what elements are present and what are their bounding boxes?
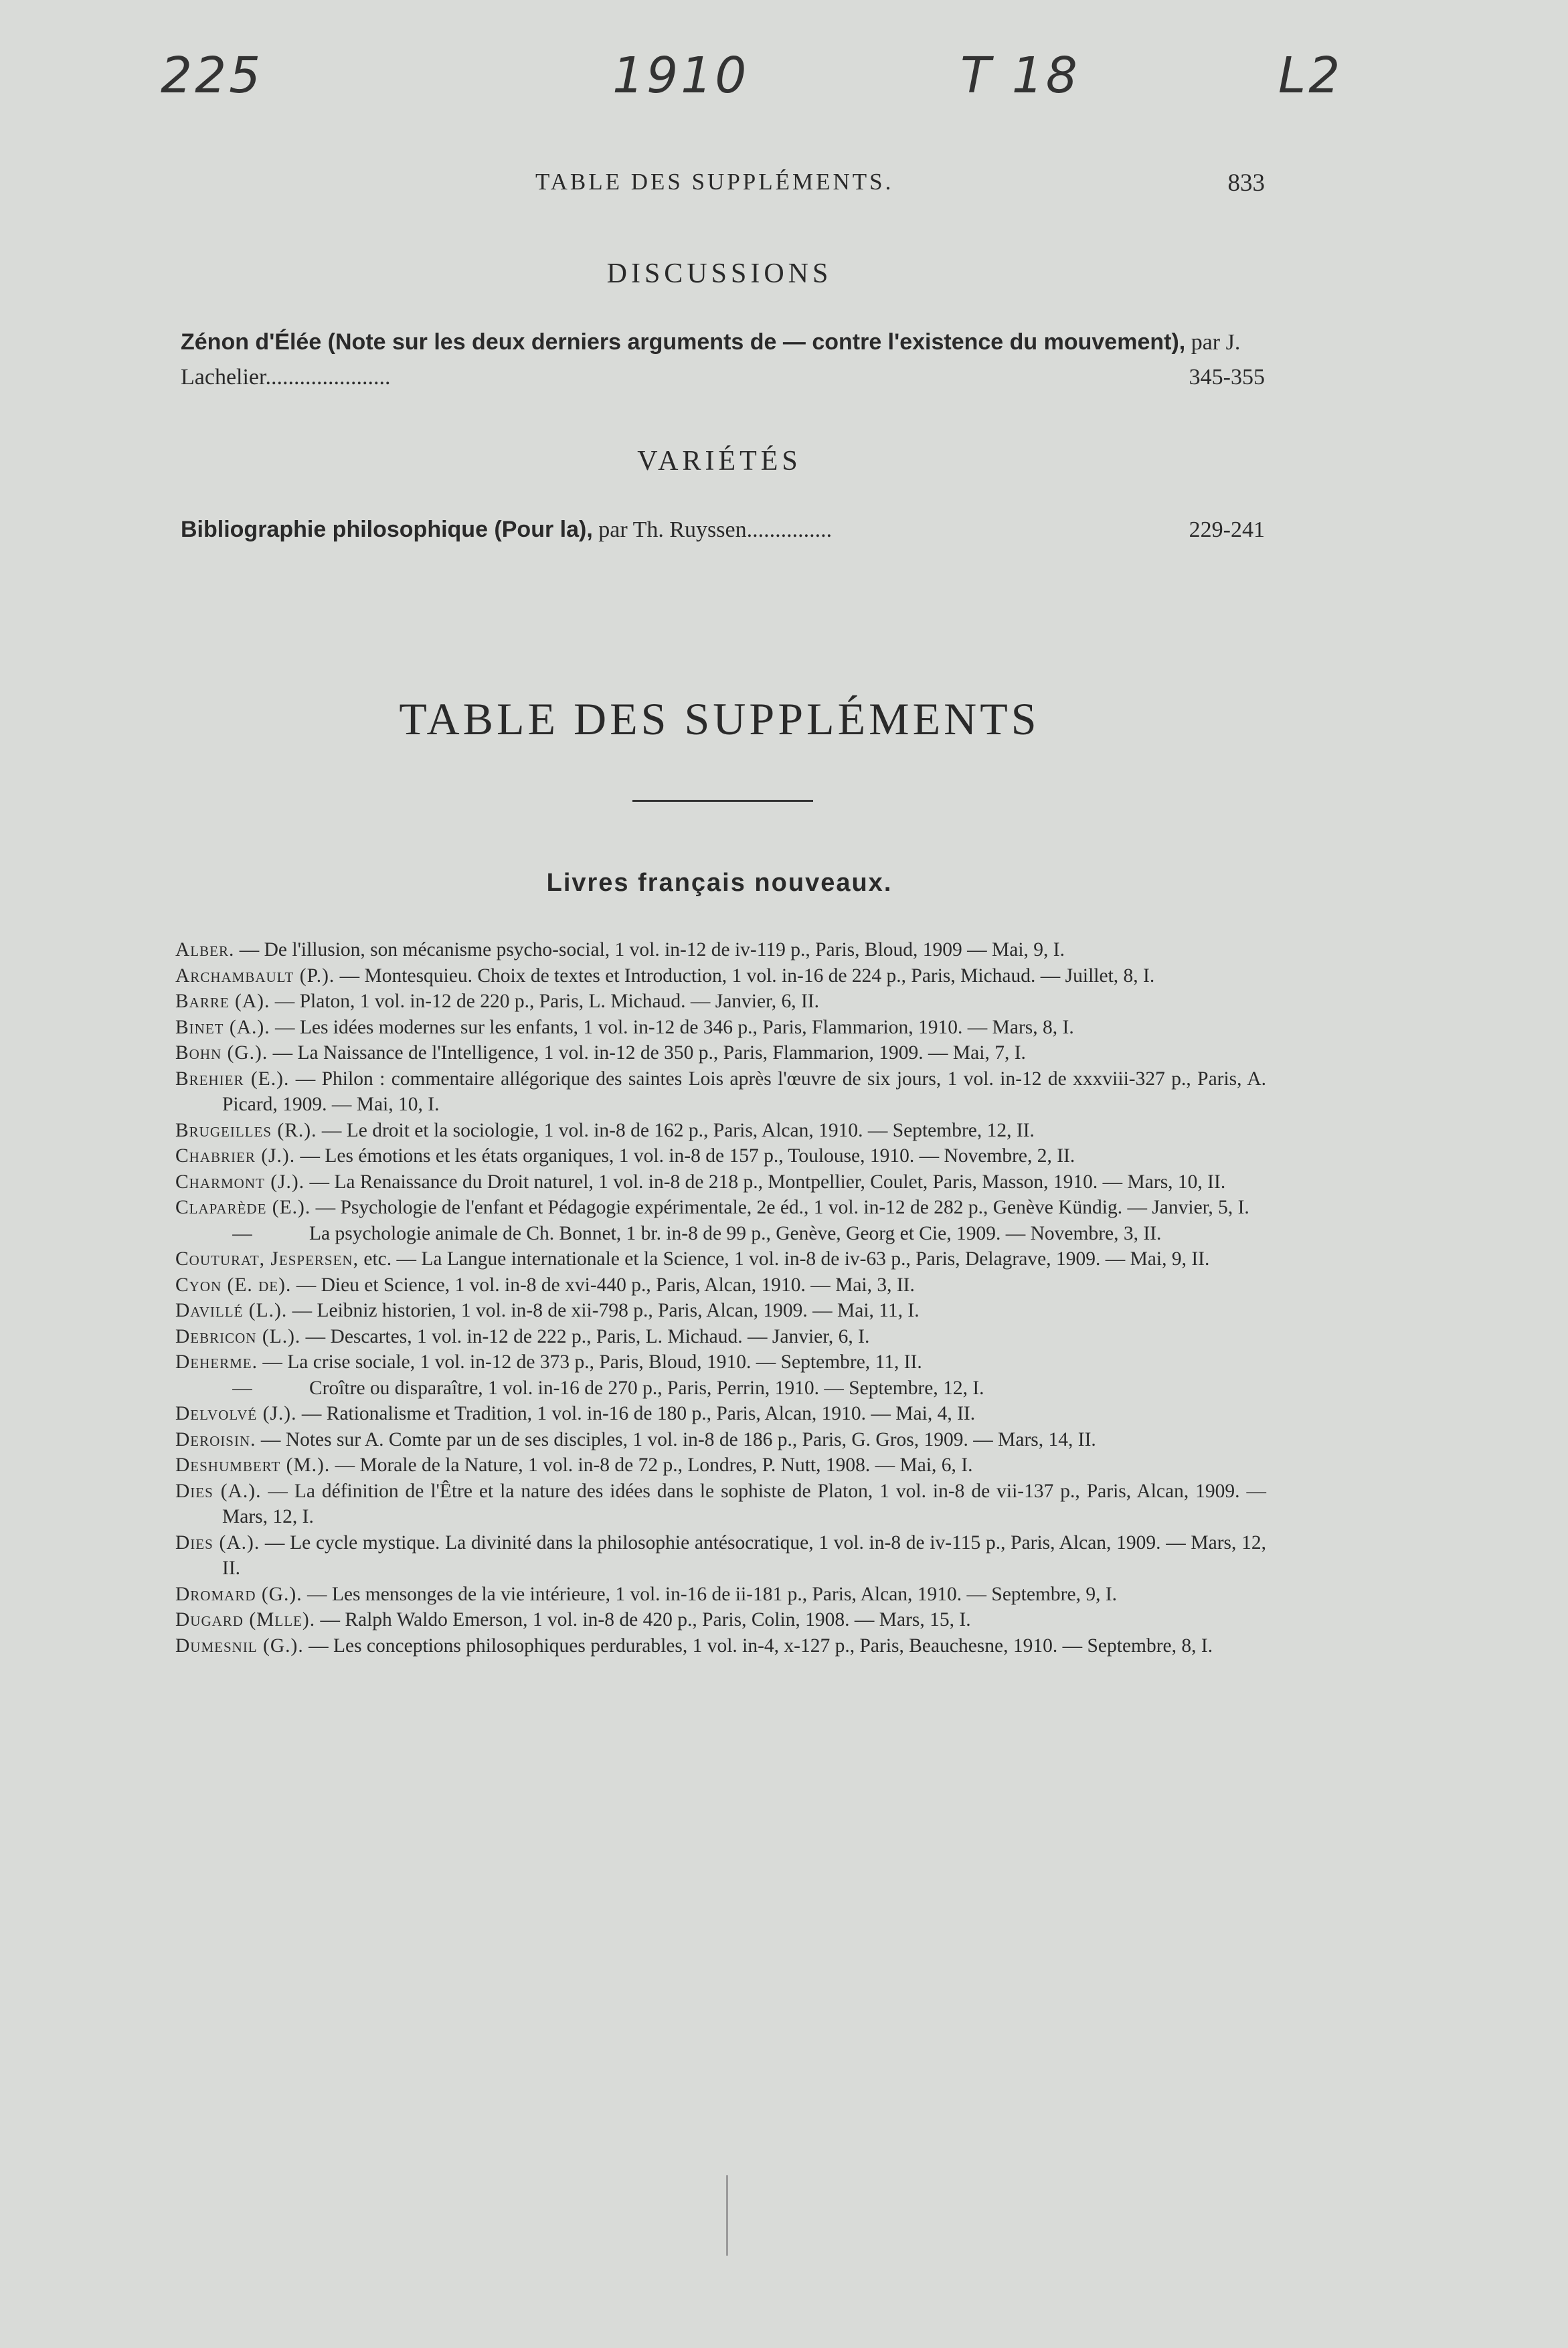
- entry-text: — La Renaissance du Droit naturel, 1 vol. in-8 de 218 p., Montpellier, Coulet, Paris, Masson, 1910. — Mars, 10, II.: [304, 1171, 1226, 1193]
- title-rule: [632, 800, 813, 802]
- entry-text: — Notes sur A. Comte par un de ses disciples, 1 vol. in-8 de 186 p., Paris, G. Gros, 1909. — Mars, 14, II.: [256, 1428, 1096, 1450]
- list-item: [175, 1246, 1266, 1272]
- list-item: [175, 989, 1266, 1015]
- book-list: [175, 937, 1266, 1659]
- entry-author: Dies (A.).: [175, 1480, 262, 1502]
- entry-text: — Les mensonges de la vie intérieure, 1 vol. in-16 de ii-181 p., Paris, Alcan, 1910. — Septembre, 9, I.: [302, 1583, 1118, 1605]
- discussions-entry-author: par J. Lachelier......................: [181, 330, 1241, 390]
- entry-text: — De l'illusion, son mécanisme psycho-social, 1 vol. in-12 de iv-119 p., Paris, Bloud, 1909 — Mai, 9, I.: [234, 939, 1065, 960]
- entry-text: etc. — La Langue internationale et la Science, 1 vol. in-8 de iv-63 p., Paris, Delagrave, 1909. — Mai, 9, II.: [358, 1248, 1210, 1270]
- entry-author: Brehier (E.).: [175, 1068, 290, 1090]
- entry-author: Davillé (L.).: [175, 1300, 288, 1321]
- varietes-entry-title: Bibliographie philosophique (Pour la),: [181, 517, 593, 542]
- entry-text: — Le droit et la sociologie, 1 vol. in-8 de 162 p., Paris, Alcan, 1910. — Septembre, 12, II.: [317, 1119, 1035, 1141]
- main-title: TABLE DES SUPPLÉMENTS: [399, 693, 1040, 744]
- list-item: [175, 1118, 1266, 1144]
- entry-text: — Morale de la Nature, 1 vol. in-8 de 72 p., Londres, P. Nutt, 1908. — Mai, 6, I.: [330, 1454, 973, 1476]
- entry-text: — La crise sociale, 1 vol. in-12 de 373 p., Paris, Bloud, 1910. — Septembre, 11, II.: [258, 1351, 922, 1373]
- list-item: [175, 1169, 1266, 1195]
- list-item: [175, 963, 1266, 989]
- entry-text: — La Naissance de l'Intelligence, 1 vol. in-12 de 350 p., Paris, Flammarion, 1909. — Mai, 7, I.: [268, 1042, 1026, 1064]
- list-item: [175, 1582, 1266, 1608]
- subsection-title: Livres français nouveaux.: [546, 869, 893, 897]
- entry-author: Barre (A).: [175, 991, 270, 1012]
- list-item: [175, 1066, 1266, 1118]
- entry-author: Brugeilles (R.).: [175, 1119, 317, 1141]
- entry-author: Dugard (Mlle).: [175, 1609, 316, 1630]
- list-item: [175, 1298, 1266, 1324]
- discussions-heading: DISCUSSIONS: [606, 258, 833, 289]
- entry-author: Debricon (L.).: [175, 1325, 301, 1347]
- entry-author: Claparède (E.).: [175, 1197, 311, 1218]
- varietes-entry-author: par Th. Ruyssen...............: [592, 517, 833, 542]
- entry-author: Deshumbert (M.).: [175, 1454, 331, 1476]
- running-head: [174, 169, 1265, 202]
- entry-author: Cyon (E. de).: [175, 1274, 292, 1296]
- list-item: [175, 1375, 1266, 1402]
- list-item: [175, 1195, 1266, 1221]
- varietes-entry: [181, 512, 1265, 548]
- list-item: [175, 1143, 1266, 1169]
- list-item: [175, 937, 1266, 963]
- list-item: [175, 1607, 1266, 1633]
- entry-author: Dies (A.).: [175, 1531, 260, 1554]
- list-item: [175, 1530, 1266, 1582]
- entry-text: — Le cycle mystique. La divinité dans la philosophie antésocratique, 1 vol. in-8 de iv-115 p., Paris, Alcan, 1909. — Mars, 12, II.: [222, 1531, 1266, 1579]
- handwritten-mark: T 18: [960, 47, 1080, 104]
- list-item: [175, 1452, 1266, 1479]
- list-item: [175, 1349, 1266, 1375]
- entry-text: — Dieu et Science, 1 vol. in-8 de xvi-440 p., Paris, Alcan, 1910. — Mai, 3, II.: [291, 1274, 915, 1296]
- entry-text: — Rationalisme et Tradition, 1 vol. in-16 de 180 p., Paris, Alcan, 1910. — Mai, 4, II.: [296, 1403, 976, 1424]
- list-item: [175, 1221, 1266, 1247]
- entry-text: — Montesquieu. Choix de textes et Introduction, 1 vol. in-16 de 224 p., Paris, Michaud. — Juillet, 8, I.: [335, 965, 1155, 987]
- entry-text: — Les émotions et les états organiques, 1 vol. in-8 de 157 p., Toulouse, 1910. — Novembre, 2, II.: [295, 1145, 1075, 1167]
- entry-text: — Platon, 1 vol. in-12 de 220 p., Paris, L. Michaud. — Janvier, 6, II.: [270, 991, 820, 1012]
- entry-text: — Leibniz historien, 1 vol. in-8 de xii-798 p., Paris, Alcan, 1909. — Mai, 11, I.: [287, 1300, 920, 1321]
- discussions-entry: [181, 325, 1265, 395]
- list-item: [175, 1401, 1266, 1427]
- entry-author: Dumesnil (G.).: [175, 1634, 304, 1657]
- varietes-entry-pages: 229-241: [1189, 517, 1265, 542]
- handwritten-mark: 225: [161, 47, 264, 104]
- entry-author: Charmont (J.).: [175, 1171, 305, 1193]
- discussions-entry-pages: 345-355: [1189, 365, 1265, 390]
- entry-author: Couturat, Jespersen,: [175, 1248, 359, 1270]
- list-item: [175, 1324, 1266, 1350]
- list-item: [175, 1427, 1266, 1453]
- list-item: [175, 1633, 1266, 1659]
- entry-text: — La définition de l'Être et la nature des idées dans le sophiste de Platon, 1 vol. in-8 de vii-137 p., Paris, Alcan, 1909. — Mars, 12, I.: [222, 1480, 1266, 1527]
- discussions-entry-title: Zénon d'Élée (Note sur les deux derniers arguments de — contre l'existence du mouvement),: [181, 329, 1186, 355]
- entry-author: Bohn (G.).: [175, 1042, 268, 1064]
- entry-text: — Ralph Waldo Emerson, 1 vol. in-8 de 420 p., Paris, Colin, 1908. — Mars, 15, I.: [315, 1609, 971, 1630]
- entry-author: Dromard (G.).: [175, 1583, 302, 1605]
- list-item: [175, 1479, 1266, 1530]
- list-item: [175, 1040, 1266, 1066]
- ditto-dash: —: [232, 1222, 252, 1244]
- entry-text: — Les idées modernes sur les enfants, 1 vol. in-12 de 346 p., Paris, Flammarion, 1910. — Mars, 8, I.: [270, 1016, 1074, 1038]
- entry-author: Delvolvé (J.).: [175, 1403, 297, 1424]
- handwritten-mark: L2: [1278, 47, 1343, 104]
- list-item: [175, 1272, 1266, 1298]
- running-head-title: TABLE DES SUPPLÉMENTS.: [535, 169, 894, 195]
- varietes-heading: VARIÉTÉS: [637, 446, 802, 477]
- entry-text: — Les conceptions philosophiques perdurables, 1 vol. in-4, x-127 p., Paris, Beauchesne, 1910. — Septembre, 8, I.: [303, 1634, 1213, 1657]
- handwritten-mark: 1910: [612, 47, 750, 104]
- entry-author: Deroisin.: [175, 1428, 256, 1450]
- entry-text: Croître ou disparaître, 1 vol. in-16 de 270 p., Paris, Perrin, 1910. — Septembre, 12, I.: [309, 1377, 984, 1399]
- entry-text: — Descartes, 1 vol. in-12 de 222 p., Paris, L. Michaud. — Janvier, 6, I.: [300, 1325, 870, 1347]
- entry-author: Chabrier (J.).: [175, 1145, 296, 1167]
- entry-author: Deherme.: [175, 1351, 258, 1373]
- entry-text: — Philon : commentaire allégorique des saintes Lois après l'œuvre de six jours, 1 vol. in-12 de xxxviii-327 p., Paris, A. Picard, 1909. — Mai, 10, I.: [222, 1068, 1266, 1115]
- entry-text: — Psychologie de l'enfant et Pédagogie expérimentale, 2e éd., 1 vol. in-12 de 282 p., Genève Kündig. — Janvier, 5, I.: [311, 1197, 1249, 1218]
- page-number: 833: [1227, 169, 1265, 197]
- entry-author: Binet (A.).: [175, 1016, 270, 1038]
- list-item: [175, 1015, 1266, 1041]
- entry-text: La psychologie animale de Ch. Bonnet, 1 br. in-8 de 99 p., Genève, Georg et Cie, 1909. — Novembre, 3, II.: [309, 1222, 1162, 1244]
- ditto-dash: —: [232, 1377, 252, 1399]
- entry-author: Alber.: [175, 939, 235, 960]
- entry-author: Archambault (P.).: [175, 965, 335, 987]
- gutter-line: [726, 2175, 728, 2256]
